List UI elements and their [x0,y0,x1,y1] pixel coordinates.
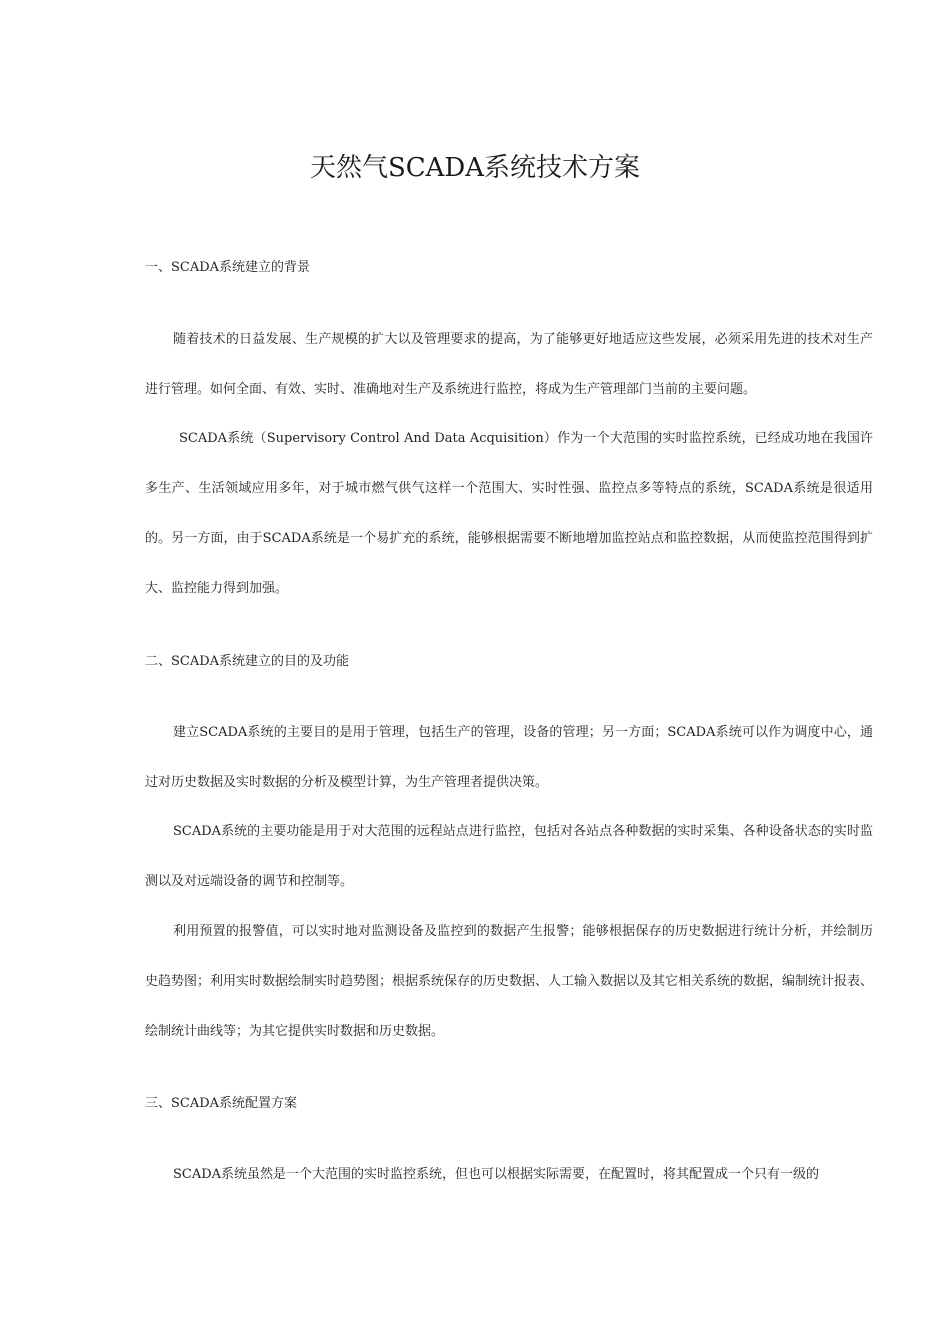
section-heading-1: 一、SCADA系统建立的背景 [145,260,311,275]
section-heading-2: 二、SCADA系统建立的目的及功能 [145,654,350,669]
section-1-paragraph-2: SCADA系统（Supervisory Control And Data Acquisition）作为一个大范围的实时监控系统，已经成功地在我国许多生产、生活领域应用多年，对于城市燃气供气这样一个范围大、实时性强、监控点多等特点的系统，SCADA系统是很适用的。另一方面，由于SCADA系统是一个易扩充的系统，能够根据需要不断地增加监控站点和监控数据，从而使监控范围得到扩大、监控能力得到加强。 [145,431,873,596]
section-1-paragraph-1: 随着技术的日益发展、生产规模的扩大以及管理要求的提高，为了能够更好地适应这些发展，必须采用先进的技术对生产进行管理。如何全面、有效、实时、准确地对生产及系统进行监控，将成为生产管理部门当前的主要问题。 [145,332,873,397]
section-2-paragraph-2: SCADA系统的主要功能是用于对大范围的远程站点进行监控，包括对各站点各种数据的实时采集、各种设备状态的实时监测以及对远端设备的调节和控制等。 [145,824,873,889]
section-heading-3: 三、SCADA系统配置方案 [145,1096,298,1111]
section-2-paragraph-1: 建立SCADA系统的主要目的是用于管理，包括生产的管理，设备的管理；另一方面；SCADA系统可以作为调度中心，通过对历史数据及实时数据的分析及模型计算，为生产管理者提供决策。 [145,725,873,790]
section-2-paragraph-3: 利用预置的报警值，可以实时地对监测设备及监控到的数据产生报警；能够根据保存的历史数据进行统计分析，并绘制历史趋势图；利用实时数据绘制实时趋势图；根据系统保存的历史数据、人工输入数据以及其它相关系统的数据，编制统计报表、绘制统计曲线等；为其它提供实时数据和历史数据。 [145,924,874,1039]
section-3-paragraph-1: SCADA系统虽然是一个大范围的实时监控系统，但也可以根据实际需要，在配置时，将其配置成一个只有一级的 [173,1167,820,1182]
document-title: 天然气SCADA系统技术方案 [309,153,641,183]
